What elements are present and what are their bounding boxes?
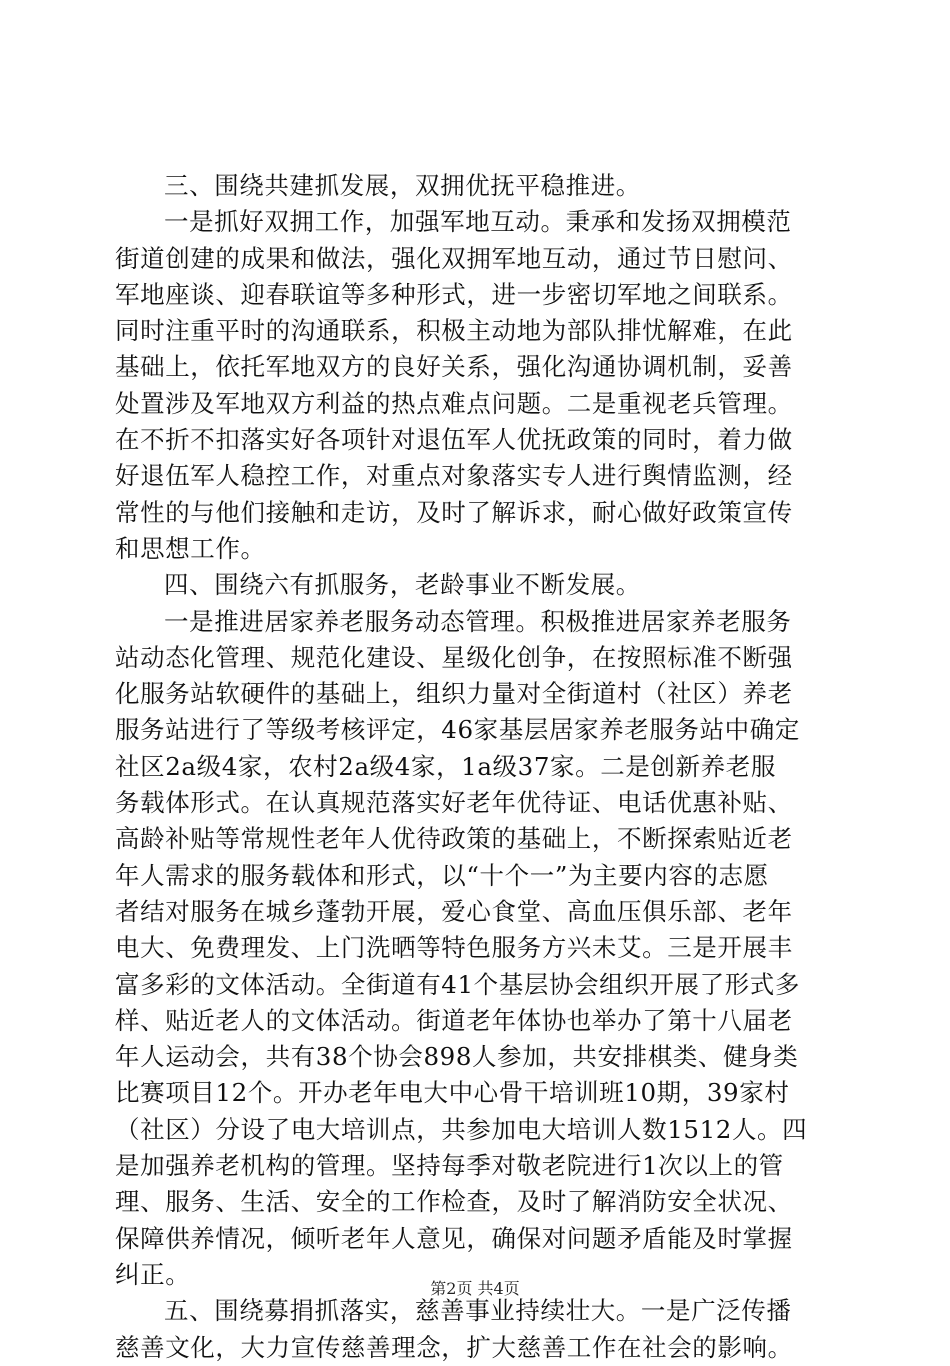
text-line: 富多彩的文体活动。全街道有41个基层协会组织开展了形式多 bbox=[115, 969, 800, 999]
text-line: 者结对服务在城乡蓬勃开展，爱心食堂、高血压俱乐部、老年 bbox=[115, 896, 793, 926]
page-footer: 第2页 共4页 bbox=[430, 1279, 520, 1298]
text-line: 年人运动会，共有38个协会898人参加，共安排棋类、健身类 bbox=[115, 1042, 799, 1072]
text-line: 服务站进行了等级考核评定，46家基层居家养老服务站中确定 bbox=[115, 715, 800, 745]
text-line: 高龄补贴等常规性老年人优待政策的基础上，不断探索贴近老 bbox=[115, 824, 793, 854]
text-line: 五、围绕募捐抓落实，慈善事业持续壮大。一是广泛传播 bbox=[164, 1296, 792, 1326]
text-line: 和思想工作。 bbox=[115, 533, 266, 563]
text-line: 常性的与他们接触和走访，及时了解诉求，耐心做好政策宣传 bbox=[115, 497, 793, 527]
text-line: 是加强养老机构的管理。坚持每季对敬老院进行1次以上的管 bbox=[115, 1151, 784, 1181]
text-line: 好退伍军人稳控工作，对重点对象落实专人进行舆情监测，经 bbox=[115, 461, 793, 491]
text-line: 年人需求的服务载体和形式，以“十个一”为主要内容的志愿 bbox=[115, 860, 769, 890]
text-line: 化服务站软硬件的基础上，组织力量对全街道村（社区）养老 bbox=[115, 679, 793, 709]
text-line: 比赛项目12个。开办老年电大中心骨干培训班10期，39家村 bbox=[115, 1078, 790, 1108]
text-line: 同时注重平时的沟通联系，积极主动地为部队排忧解难，在此 bbox=[115, 316, 793, 346]
text-line: 基础上，依托军地双方的良好关系，强化沟通协调机制，妥善 bbox=[115, 352, 793, 382]
text-line: 街道创建的成果和做法，强化双拥军地互动，通过节日慰问、 bbox=[115, 243, 793, 273]
text-line: 站动态化管理、规范化建设、星级化创争，在按照标准不断强 bbox=[115, 642, 793, 672]
text-line: 社区2a级4家，农村2a级4家，1a级37家。二是创新养老服 bbox=[115, 751, 776, 781]
text-line: 一是推进居家养老服务动态管理。积极推进居家养老服务 bbox=[164, 606, 792, 636]
text-line: 四、围绕六有抓服务，老龄事业不断发展。 bbox=[164, 570, 641, 600]
text-line: 慈善文化，大力宣传慈善理念，扩大慈善工作在社会的影响。 bbox=[115, 1332, 793, 1362]
document-body bbox=[115, 168, 840, 1366]
text-line: 三、围绕共建抓发展，双拥优抚平稳推进。 bbox=[164, 171, 641, 200]
text-line: 保障供养情况，倾听老年人意见，确保对问题矛盾能及时掌握 bbox=[115, 1223, 793, 1253]
text-line: 电大、免费理发、上门洗晒等特色服务方兴未艾。三是开展丰 bbox=[115, 933, 793, 963]
text-line: （社区）分设了电大培训点，共参加电大培训人数1512人。四 bbox=[115, 1114, 808, 1144]
text-line: 务载体形式。在认真规范落实好老年优待证、电话优惠补贴、 bbox=[115, 788, 793, 818]
text-line: 处置涉及军地双方利益的热点难点问题。二是重视老兵管理。 bbox=[115, 388, 793, 418]
text-line: 纠正。 bbox=[115, 1259, 191, 1289]
text-line: 一是抓好双拥工作，加强军地互动。秉承和发扬双拥模范 bbox=[164, 207, 792, 237]
text-line: 理、服务、生活、安全的工作检查，及时了解消防安全状况、 bbox=[115, 1187, 793, 1217]
text-line: 军地座谈、迎春联谊等多种形式，进一步密切军地之间联系。 bbox=[115, 279, 793, 309]
text-line: 样、贴近老人的文体活动。街道老年体协也举办了第十八届老 bbox=[115, 1005, 793, 1035]
text-line: 在不折不扣落实好各项针对退伍军人优抚政策的同时，着力做 bbox=[115, 425, 793, 455]
